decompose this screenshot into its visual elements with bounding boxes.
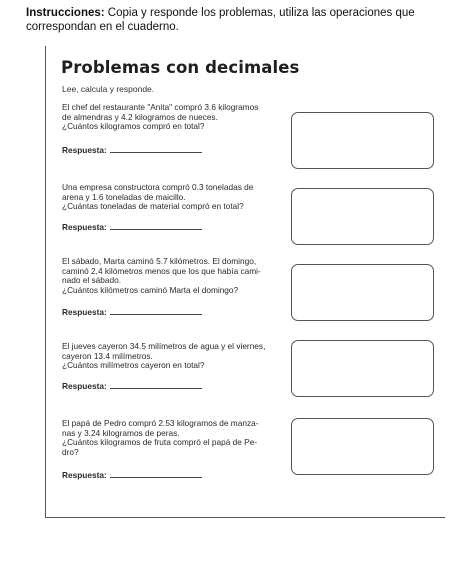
worksheet-title: Problemas con decimales xyxy=(61,58,300,77)
problem-4-line: cayeron 13.4 milímetros. xyxy=(62,350,153,361)
answer-label: Respuesta: xyxy=(62,381,107,391)
problem-3-line: caminó 2,4 kilómetros menos que los que había cami- xyxy=(62,265,261,276)
answer-line-4 xyxy=(62,381,202,391)
problem-3-line: El sábado, Marta caminó 5.7 kilómetros. El domingo, xyxy=(62,256,257,266)
problem-5 xyxy=(62,419,284,457)
answer-label: Respuesta: xyxy=(62,307,107,317)
answer-box-4[interactable] xyxy=(291,340,434,397)
instructions-label: Instrucciones: xyxy=(26,7,105,19)
problem-1-line: El chef del restaurante "Anita" compró 3.6 kilogramos xyxy=(62,102,259,112)
instructions-text: Copia y responde los problemas, utiliza las operaciones que correspondan en el cuaderno. xyxy=(26,7,415,33)
worksheet-bottom-border xyxy=(45,517,445,518)
answer-box-3[interactable] xyxy=(291,264,434,321)
problem-2 xyxy=(62,183,284,212)
answer-line-3 xyxy=(62,307,202,317)
problem-5-line: El papá de Pedro compró 2.53 kilogramos de manza- xyxy=(62,418,259,428)
problem-3-line: nado el sábado. xyxy=(62,275,122,286)
problem-2-line: arena y 1.6 toneladas de maicillo. xyxy=(62,191,186,202)
problem-3-question: ¿Cuántos kilómetros caminó Marta el domingo? xyxy=(62,284,239,295)
problem-5-question: ¿Cuántos kilogramos de fruta compró el papá de Pe- xyxy=(62,437,258,448)
answer-blank[interactable] xyxy=(110,145,202,153)
answer-label: Respuesta: xyxy=(62,222,107,232)
worksheet-left-border xyxy=(45,46,46,518)
problem-2-question: ¿Cuántas toneladas de material compró en total? xyxy=(62,201,244,212)
answer-line-5 xyxy=(62,470,202,480)
problem-1-line: de almendras y 4.2 kilogramos de nueces. xyxy=(62,111,218,122)
answer-box-1[interactable] xyxy=(291,112,434,169)
problem-5-line: nas y 3.24 kilogramos de peras. xyxy=(62,427,180,438)
problem-4-question: ¿Cuántos milímetros cayeron en total? xyxy=(62,360,205,371)
problem-1-question: ¿Cuántos kilogramos compró en total? xyxy=(62,121,205,132)
answer-box-2[interactable] xyxy=(291,188,434,245)
problem-4 xyxy=(62,342,284,371)
instructions xyxy=(26,6,456,34)
problem-3 xyxy=(62,257,284,295)
answer-label: Respuesta: xyxy=(62,145,107,155)
answer-line-1 xyxy=(62,145,202,155)
answer-box-5[interactable] xyxy=(291,418,434,475)
worksheet-subtitle: Lee, calcula y responde. xyxy=(62,84,155,94)
problem-2-line: Una empresa constructora compró 0.3 toneladas de xyxy=(62,182,254,192)
answer-blank[interactable] xyxy=(110,307,202,315)
answer-blank[interactable] xyxy=(110,470,202,478)
problem-4-line: El jueves cayeron 34.5 milímetros de agua y el viernes, xyxy=(62,341,266,351)
answer-blank[interactable] xyxy=(110,222,202,230)
answer-blank[interactable] xyxy=(110,381,202,389)
answer-label: Respuesta: xyxy=(62,470,107,480)
problem-1 xyxy=(62,103,284,132)
problem-5-line: dro? xyxy=(62,446,79,457)
answer-line-2 xyxy=(62,222,202,232)
